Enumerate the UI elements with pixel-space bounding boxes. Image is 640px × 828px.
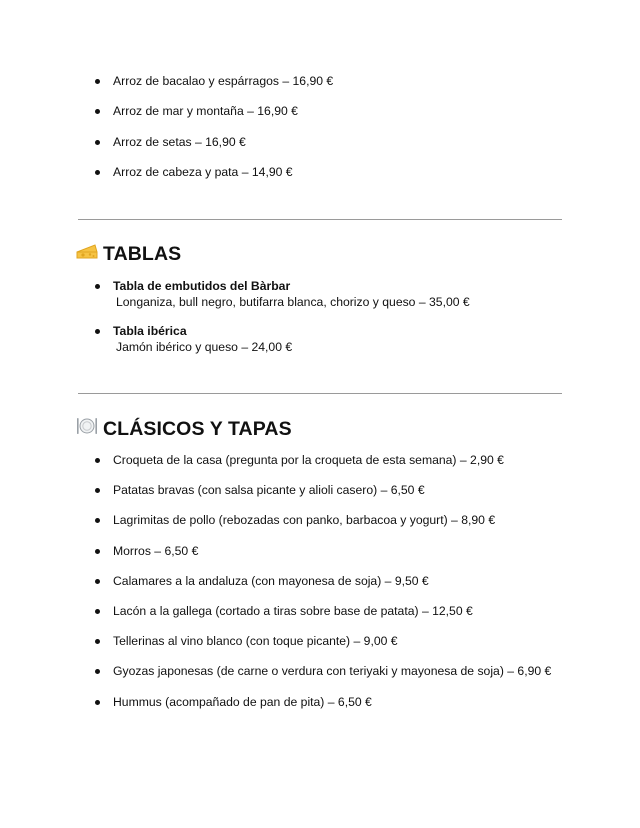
bullet-icon [95, 518, 100, 523]
clasicos-item: Croqueta de la casa (pregunta por la croqueta de esta semana) – 2,90 € [113, 453, 504, 467]
clasicos-item: Tellerinas al vino blanco (con toque picante) – 9,00 € [113, 634, 398, 649]
list-item [0, 453, 640, 483]
bullet-icon [95, 579, 100, 584]
list-item [0, 695, 640, 725]
list-item [0, 483, 640, 513]
list-item [0, 104, 640, 134]
list-item [0, 513, 640, 543]
bullet-icon [95, 109, 100, 114]
list-item [0, 544, 640, 574]
bullet-icon [95, 140, 100, 145]
list-item [0, 74, 640, 104]
section-title-tablas [76, 242, 181, 266]
bullet-icon [95, 329, 100, 334]
clasicos-item: Gyozas japonesas (de carne o verdura con teriyaki y mayonesa de soja) – 6,90 € [113, 664, 552, 679]
list-item [0, 165, 640, 195]
bullet-icon [95, 669, 100, 674]
list-item [0, 324, 640, 355]
bullet-icon [95, 79, 100, 84]
list-item [0, 279, 640, 310]
clasicos-item: Lagrimitas de pollo (rebozadas con panko, barbacoa y yogurt) – 8,90 € [113, 513, 496, 528]
item-description: Jamón ibérico y queso – 24,00 € [116, 340, 293, 354]
clasicos-list [0, 453, 640, 725]
clasicos-item: Lacón a la gallega (cortado a tiras sobre base de patata) – 12,50 € [113, 603, 473, 618]
section-title-text: TABLAS [103, 243, 182, 265]
section-divider [78, 219, 562, 220]
bullet-icon [95, 700, 100, 705]
section-title-text: CLÁSICOS Y TAPAS [103, 418, 292, 440]
tablas-list [0, 279, 640, 369]
bullet-icon [95, 170, 100, 175]
item-name: Tabla ibérica [113, 324, 187, 338]
bullet-icon [95, 549, 100, 554]
clasicos-item: Calamares a la andaluza (con mayonesa de soja) – 9,50 € [113, 573, 429, 588]
rice-item: Arroz de cabeza y pata – 14,90 € [113, 164, 293, 179]
list-item [0, 135, 640, 165]
rice-item: Arroz de mar y montaña – 16,90 € [113, 104, 298, 119]
bullet-icon [95, 488, 100, 493]
rice-item: Arroz de setas – 16,90 € [113, 134, 246, 149]
rice-list [0, 74, 640, 195]
clasicos-item: Hummus (acompañado de pan de pita) – 6,50 € [113, 694, 372, 709]
list-item [0, 574, 640, 604]
item-name: Tabla de embutidos del Bàrbar [113, 279, 291, 293]
bullet-icon [95, 284, 100, 289]
cheese-icon [76, 242, 98, 266]
item-description: Longaniza, bull negro, butifarra blanca, chorizo y queso – 35,00 € [116, 295, 470, 309]
list-item [0, 604, 640, 634]
clasicos-item: Morros – 6,50 € [113, 543, 199, 558]
bullet-icon [95, 609, 100, 614]
list-item [0, 664, 640, 694]
list-item [0, 634, 640, 664]
clasicos-item: Patatas bravas (con salsa picante y alioli casero) – 6,50 € [113, 483, 425, 498]
bullet-icon [95, 639, 100, 644]
rice-item: Arroz de bacalao y espárragos – 16,90 € [113, 74, 334, 88]
bullet-icon [95, 458, 100, 463]
plate-cutlery-icon [76, 416, 98, 442]
section-divider [78, 393, 562, 394]
section-title-clasicos [76, 416, 292, 442]
